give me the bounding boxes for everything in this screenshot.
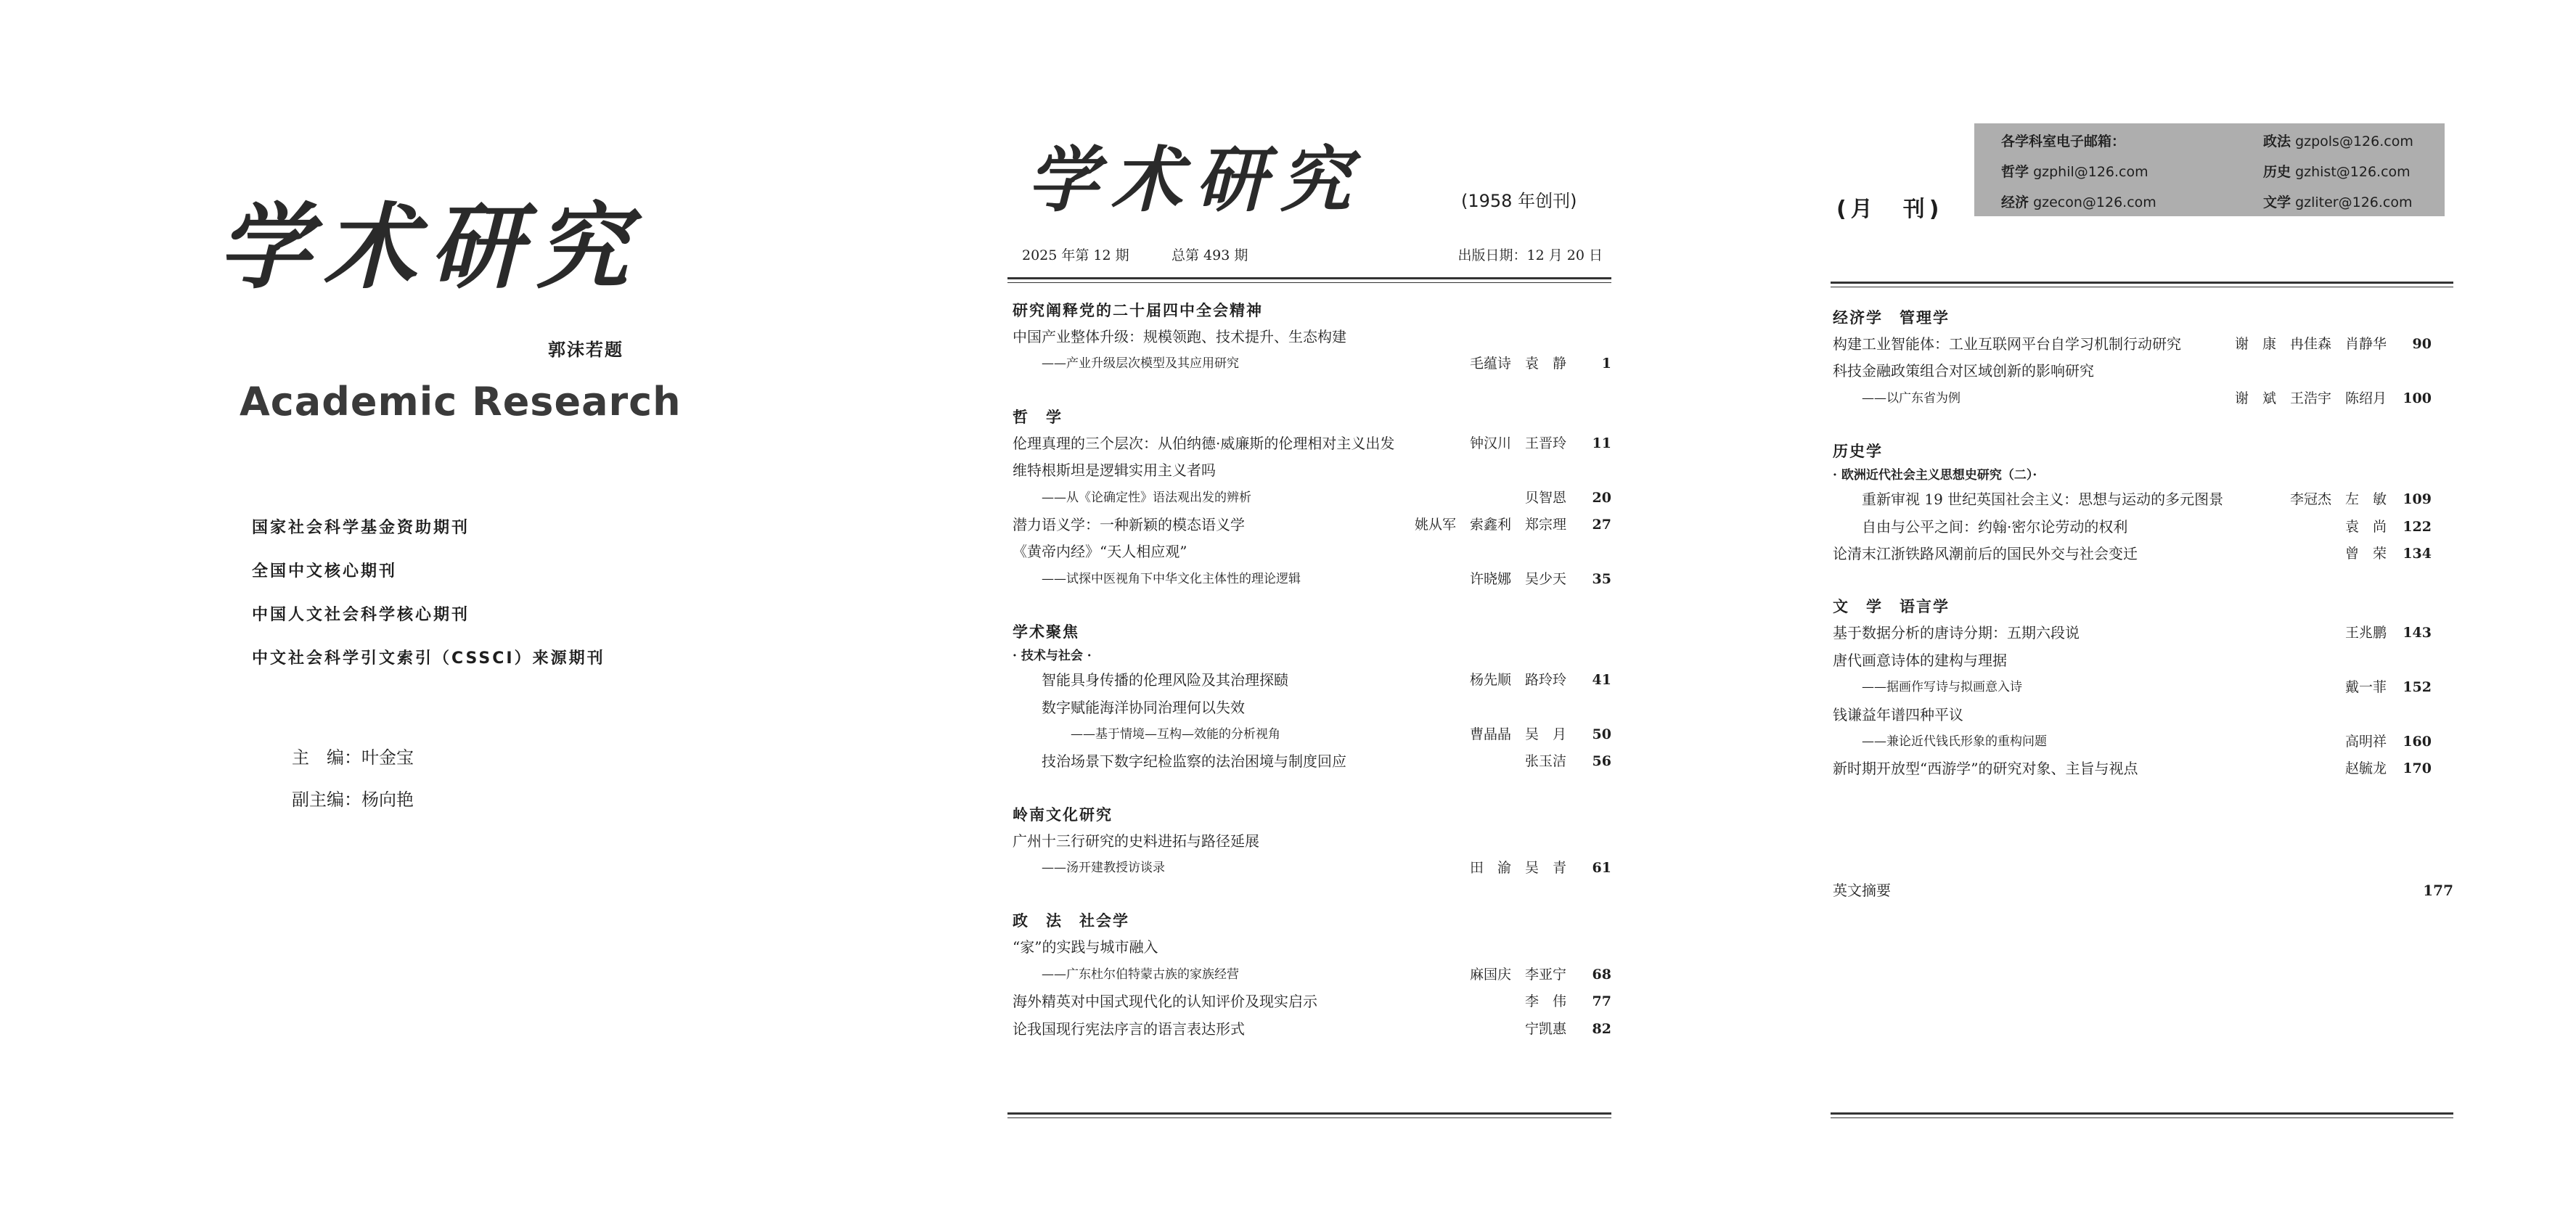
article-authors: 李 伟 xyxy=(1524,993,1566,1010)
toc-left-page xyxy=(994,0,1640,1214)
article-title: 钱谦益年谱四种平议 xyxy=(1833,705,1963,723)
article-authors: 谢 斌 王浩宇 陈绍月 xyxy=(2234,390,2387,406)
footer-rule xyxy=(1831,1112,2453,1115)
article-title: ——基于情境—互构—效能的分析视角 xyxy=(1071,726,1280,742)
article-authors: 李冠杰 左 敏 xyxy=(2289,491,2387,508)
toc-right-page xyxy=(1822,0,2548,1214)
article-title: 维特根斯坦是逻辑实用主义者吗 xyxy=(1013,462,1216,480)
article-page: 100 xyxy=(2403,390,2432,406)
monthly-label: (月 刊) xyxy=(1836,197,1944,222)
article-page: 27 xyxy=(1592,516,1611,533)
toc-article-row[interactable] xyxy=(1013,512,1611,538)
article-title: 技治场景下数字纪检监察的法治困境与制度回应 xyxy=(1042,752,1346,771)
cover-title: 学术研究 xyxy=(218,193,642,302)
total-issue: 总第 493 期 xyxy=(1172,247,1248,263)
email-entry-literature: 文学 gzliter@126.com xyxy=(2263,194,2413,210)
article-authors: 毛蕴诗 袁 静 xyxy=(1469,356,1566,372)
article-page: 90 xyxy=(2412,336,2432,352)
email-entry-philosophy: 哲学 gzphil@126.com xyxy=(2001,164,2148,180)
article-page: 61 xyxy=(1592,860,1611,877)
index-item: 中国人文社会科学核心期刊 xyxy=(252,606,470,624)
article-title: 智能具身传播的伦理风险及其治理探赜 xyxy=(1042,671,1288,689)
article-authors: 钟汉川 王晋玲 xyxy=(1469,435,1566,451)
section-heading: 历史学 xyxy=(1833,443,1883,461)
toc-article-row[interactable] xyxy=(1833,702,2432,729)
article-authors: 曾 荣 xyxy=(2344,545,2387,562)
email-entry-history: 历史 gzhist@126.com xyxy=(2263,164,2411,180)
article-title: ——以广东省为例 xyxy=(1862,390,1960,406)
toc-article-row[interactable] xyxy=(1833,541,2432,567)
article-title: ——试探中医视角下中华文化主体性的理论逻辑 xyxy=(1042,571,1301,586)
toc-article-row[interactable] xyxy=(1013,694,1611,721)
footer-rule xyxy=(1007,1112,1611,1115)
article-page: 11 xyxy=(1592,435,1611,451)
article-authors: 田 渝 吴 青 xyxy=(1469,860,1566,877)
index-item: 中文社会科学引文索引（CSSCI）来源期刊 xyxy=(252,649,605,668)
article-page: 41 xyxy=(1592,672,1611,689)
toc-subtitle-row[interactable] xyxy=(1013,721,1611,748)
article-authors: 姚从军 索鑫利 郑宗理 xyxy=(1414,516,1566,533)
section-heading: 学术聚焦 xyxy=(1013,623,1079,641)
article-page: 122 xyxy=(2403,518,2432,535)
article-authors: 杨先顺 路玲玲 xyxy=(1469,672,1566,689)
article-authors: 麻国庆 李亚宁 xyxy=(1469,966,1566,983)
article-authors: 谢 康 冉佳森 肖静华 xyxy=(2234,336,2387,352)
article-title: 潜力语义学：一种新颖的模态语义学 xyxy=(1013,515,1245,533)
article-title: ——兼论近代钱氏形象的重构问题 xyxy=(1862,734,2047,749)
email-heading: 各学科室电子邮箱： xyxy=(2001,134,2126,149)
toc-article-row[interactable] xyxy=(1013,538,1611,565)
cover-editors xyxy=(292,745,414,829)
cover-index-list xyxy=(252,514,605,688)
article-authors: 宁凯惠 xyxy=(1524,1020,1566,1037)
toc-subtitle-row[interactable] xyxy=(1013,485,1611,512)
article-authors: 张玉洁 xyxy=(1524,753,1566,770)
toc-article-row[interactable] xyxy=(1833,755,2432,782)
article-authors: 高明祥 xyxy=(2344,733,2387,750)
section-heading: 岭南文化研究 xyxy=(1013,805,1113,824)
issue-number: 2025 年第 12 期 xyxy=(1022,247,1129,263)
article-title: “家”的实践与城市融入 xyxy=(1013,938,1158,956)
email-entry-economics: 经济 gzecon@126.com xyxy=(2001,194,2156,210)
article-page: 35 xyxy=(1592,570,1611,587)
article-title: ——据画作写诗与拟画意入诗 xyxy=(1862,680,2022,695)
toc-subtitle-row[interactable] xyxy=(1013,350,1611,377)
deputy-editor: 副主编：杨向艳 xyxy=(292,789,414,810)
article-page: 160 xyxy=(2403,733,2432,750)
article-authors: 戴一菲 xyxy=(2344,679,2387,696)
article-title: ——汤开建教授访谈录 xyxy=(1042,861,1165,876)
email-box xyxy=(1974,123,2445,216)
article-title: 新时期开放型“西游学”的研究对象、主旨与视点 xyxy=(1833,760,2138,778)
article-page: 77 xyxy=(1592,993,1611,1010)
index-item: 全国中文核心期刊 xyxy=(252,562,398,581)
article-title: 海外精英对中国式现代化的认知评价及现实启示 xyxy=(1013,993,1317,1011)
section-heading: 哲 学 xyxy=(1013,408,1063,426)
toc-article-row[interactable] xyxy=(1833,647,2432,674)
article-page: 170 xyxy=(2403,760,2432,777)
article-page: 82 xyxy=(1592,1020,1611,1037)
toc-article-row[interactable] xyxy=(1833,620,2432,647)
section-heading: 政 法 社会学 xyxy=(1013,912,1129,930)
cover-inscription: 郭沫若题 xyxy=(548,340,623,360)
header-rule xyxy=(1007,277,1611,279)
toc-article-row[interactable] xyxy=(1013,748,1611,775)
article-title: 重新审视 19 世纪英国社会主义：思想与运动的多元图景 xyxy=(1862,491,2224,509)
founded-note: (1958 年创刊) xyxy=(1461,191,1577,211)
header-rule xyxy=(1831,282,2453,284)
article-authors: 贝智恩 xyxy=(1524,489,1566,506)
article-title: 构建工业智能体：工业互联网平台自学习机制行动研究 xyxy=(1833,335,2181,353)
section-heading: 文 学 语言学 xyxy=(1833,598,1950,616)
article-title: 中国产业整体升级：规模领跑、技术提升、生态构建 xyxy=(1013,328,1346,345)
toc-article-row[interactable] xyxy=(1013,324,1611,350)
toc-subtitle-row[interactable] xyxy=(1833,729,2432,755)
article-title: 科技金融政策组合对区域创新的影响研究 xyxy=(1833,362,2094,380)
section-heading: 经济学 管理学 xyxy=(1833,309,1950,327)
toc-article-row[interactable] xyxy=(1833,486,2432,513)
article-page: 68 xyxy=(1592,966,1611,983)
article-authors: 王兆鹏 xyxy=(2344,625,2387,641)
publication-date: 出版日期：12 月 20 日 xyxy=(1457,247,1603,263)
abstract-page: 177 xyxy=(2423,882,2453,899)
toc-article-row[interactable] xyxy=(1833,331,2432,358)
toc-article-row[interactable] xyxy=(1013,1016,1611,1043)
toc-left-list xyxy=(1013,298,1611,1043)
toc-article-row[interactable] xyxy=(1013,934,1611,961)
toc-right-list xyxy=(1833,305,2432,783)
abstract-entry[interactable] xyxy=(1833,876,2453,905)
section-heading: 研究阐释党的二十届四中全会精神 xyxy=(1013,302,1263,319)
toc-article-row[interactable] xyxy=(1013,457,1611,484)
article-title: 《黄帝内经》“天人相应观” xyxy=(1013,543,1187,561)
toc-subtitle-row[interactable] xyxy=(1013,566,1611,593)
toc-article-row[interactable] xyxy=(1013,667,1611,694)
article-page: 20 xyxy=(1592,489,1611,506)
toc-article-row[interactable] xyxy=(1013,430,1611,457)
article-title: 广州十三行研究的史料进拓与路径延展 xyxy=(1013,832,1259,850)
article-authors: 袁 尚 xyxy=(2344,518,2387,535)
cover-page xyxy=(0,0,958,1214)
article-title: 数字赋能海洋协同治理何以失效 xyxy=(1042,698,1245,716)
cover-english-title: Academic Research xyxy=(240,379,682,425)
toc-subtitle-row[interactable] xyxy=(1013,961,1611,988)
toc-article-row[interactable] xyxy=(1013,988,1611,1015)
article-page: 152 xyxy=(2403,679,2432,696)
toc-article-row[interactable] xyxy=(1013,828,1611,855)
article-title: 基于数据分析的唐诗分期：五期六段说 xyxy=(1833,624,2080,642)
article-title: ——广东杜尔伯特蒙古族的家族经营 xyxy=(1042,967,1239,982)
chief-editor: 主 编：叶金宝 xyxy=(292,747,414,768)
toc-subtitle-row[interactable] xyxy=(1013,855,1611,882)
masthead-title: 学术研究 xyxy=(1027,139,1365,222)
section-subheading: · 技术与社会 · xyxy=(1013,649,1092,664)
article-authors: 许晓娜 吴少天 xyxy=(1469,570,1566,587)
article-title: ——从《论确定性》语法观出发的辨析 xyxy=(1042,490,1251,505)
toc-subtitle-row[interactable] xyxy=(1833,674,2432,701)
article-page: 109 xyxy=(2403,491,2432,508)
email-entry-politics: 政法 gzpols@126.com xyxy=(2263,134,2413,149)
article-title: 自由与公平之间：约翰·密尔论劳动的权利 xyxy=(1862,517,2128,536)
article-title: 论清末江浙铁路风潮前后的国民外交与社会变迁 xyxy=(1833,544,2138,562)
article-title: ——产业升级层次模型及其应用研究 xyxy=(1042,356,1239,372)
article-title: 论我国现行宪法序言的语言表达形式 xyxy=(1013,1020,1245,1038)
toc-article-row[interactable] xyxy=(1833,358,2432,385)
toc-subtitle-row[interactable] xyxy=(1833,385,2432,412)
article-page: 143 xyxy=(2403,625,2432,641)
article-authors: 曹晶晶 吴 月 xyxy=(1469,726,1566,742)
article-title: 伦理真理的三个层次：从伯纳德·威廉斯的伦理相对主义出发 xyxy=(1013,434,1395,452)
toc-article-row[interactable] xyxy=(1833,514,2432,541)
abstract-title: 英文摘要 xyxy=(1833,882,1891,899)
index-item: 国家社会科学基金资助期刊 xyxy=(252,519,470,537)
article-title: 唐代画意诗体的建构与理据 xyxy=(1833,651,2007,669)
article-authors: 赵毓龙 xyxy=(2344,760,2387,777)
article-page: 50 xyxy=(1592,726,1611,742)
article-page: 1 xyxy=(1601,356,1611,372)
section-subheading: · 欧洲近代社会主义思想史研究（二）· xyxy=(1833,468,2037,483)
article-page: 56 xyxy=(1592,753,1611,770)
article-page: 134 xyxy=(2403,545,2432,562)
